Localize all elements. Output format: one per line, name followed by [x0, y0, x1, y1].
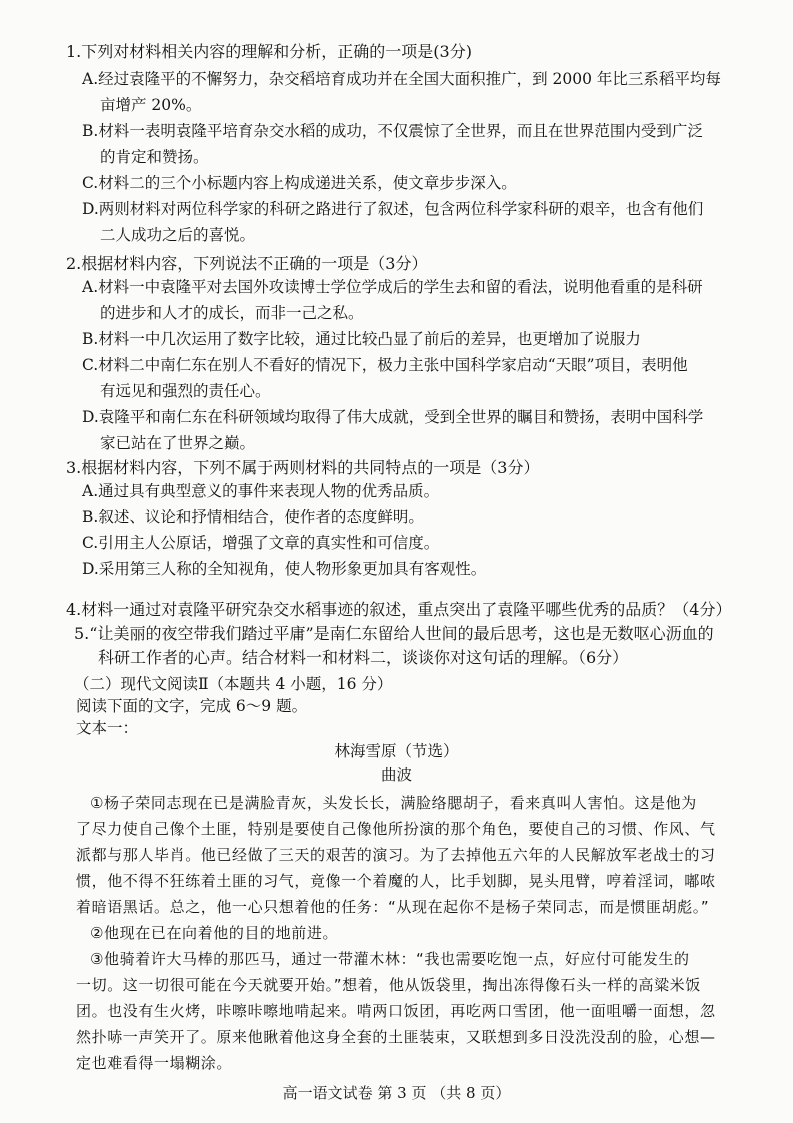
question-3-stem: 3.根据材料内容，下列不属于两则材料的共同特点的一项是（3分）	[66, 458, 540, 477]
option-line: 有远见和强烈的责任心。	[100, 382, 271, 400]
option-c	[82, 530, 752, 556]
option-d	[82, 556, 752, 582]
option-line: D.采用第三人称的全知视角，使人物形象更加具有客观性。	[82, 560, 487, 578]
option-line: A.材料一中袁隆平对去国外攻读博士学位学成后的学生去和留的看法，说明他看重的是科研	[82, 278, 703, 296]
option-line: 亩增产 20%。	[100, 96, 202, 114]
paragraph-line: 定也难看得一塌糊涂。	[76, 1054, 233, 1072]
question-3-options	[82, 478, 752, 582]
option-a	[82, 478, 752, 504]
option-line: B.材料一表明袁隆平培育杂交水稻的成功，不仅震惊了全世界，而且在世界范围内受到广泛	[82, 122, 703, 140]
paragraph-3	[76, 946, 736, 1076]
option-line: A.经过袁隆平的不懈努力，杂交稻培育成功并在全国大面积推广，到 2000 年比三系稻平均每	[82, 70, 721, 88]
option-b	[82, 118, 752, 170]
paragraph-line: ③他骑着许大马棒的那匹马，通过一带灌木林：“我也需要吃饱一点，好应付可能发生的	[90, 950, 690, 968]
option-a	[82, 66, 752, 118]
option-b	[82, 326, 752, 352]
option-d	[82, 196, 752, 248]
option-line: D.两则材料对两位科学家的科研之路进行了叙述，包含两位科学家科研的艰辛，也含有他们	[82, 200, 704, 218]
passage-author: 曲波	[380, 766, 412, 784]
paragraph-line: 了尽力使自己像个土匪，特别是要使自己像他所扮演的那个角色，要使自己的习惯、作风、气	[76, 820, 716, 838]
question-1-stem: 1.下列对材料相关内容的理解和分析，正确的一项是(3分)	[66, 42, 472, 61]
question-5-stem-cont: 科研工作者的心声。结合材料一和材料二，谈谈你对这句话的理解。（6分）	[98, 648, 629, 667]
question-2-stem: 2.根据材料内容，下列说法不正确的一项是（3分）	[66, 254, 428, 273]
option-c	[82, 170, 752, 196]
page-footer: 高一语文试卷 第 3 页 （共 8 页）	[282, 1084, 511, 1102]
option-line: B.叙述、议论和抒情相结合，使作者的态度鲜明。	[82, 508, 424, 526]
option-line: B.材料一中几次运用了数字比较，通过比较凸显了前后的差异，也更增加了说服力	[82, 330, 641, 348]
option-line: C.材料二中南仁东在别人不看好的情况下，极力主张中国科学家启动“天眼”项目，表明他	[82, 356, 688, 374]
paragraph-line: 派都与那人毕肖。他已经做了三天的艰苦的演习。为了去掉他五六年的人民解放军老战士的习	[76, 846, 716, 864]
option-line: 的肯定和赞扬。	[100, 148, 209, 166]
option-line: A.通过具有典型意义的事件来表现人物的优秀品质。	[82, 482, 440, 500]
option-a	[82, 274, 752, 326]
paragraph-line: ①杨子荣同志现在已是满脸青灰，头发长长，满脸络腮胡子，看来真叫人害怕。这是他为	[90, 794, 697, 812]
section-instruction: 阅读下面的文字，完成 6～9 题。	[76, 697, 308, 715]
passage-body	[76, 790, 736, 1076]
question-1-options	[82, 66, 752, 248]
paragraph-line: ②他现在已在向着他的目的地前进。	[90, 924, 339, 942]
question-4-stem: 4.材料一通过对袁隆平研究杂交水稻事迹的叙述，重点突出了袁隆平哪些优秀的品质？（4分）	[66, 600, 732, 619]
paragraph-line: 着暗语黑话。总之，他一心只想着他的任务：“从现在起你不是杨子荣同志，而是惯匪胡彪。”	[76, 898, 710, 916]
question-2-options	[82, 274, 752, 456]
paragraph-1	[76, 790, 736, 920]
paragraph-line: 一切。这一切很可能在今天就要开始。”想着，他从饭袋里，掏出冻得像石头一样的高粱米饭	[76, 976, 701, 994]
paragraph-2	[76, 920, 736, 946]
option-line: 二人成功之后的喜悦。	[100, 226, 256, 244]
option-line: 的进步和人才的成长，而非一己之私。	[100, 304, 364, 322]
option-d	[82, 404, 752, 456]
option-line: D.袁隆平和南仁东在科研领域均取得了伟大成就，受到全世界的瞩目和赞扬，表明中国科学	[82, 408, 704, 426]
option-b	[82, 504, 752, 530]
option-line: C.材料二的三个小标题内容上构成递进关系，使文章步步深入。	[82, 174, 517, 192]
paragraph-line: 团。也没有生火烤，咔嚓咔嚓地啃起来。啃两口饭团，再吃两口雪团，他一面咀嚼一面想，忽	[76, 1002, 716, 1020]
option-c	[82, 352, 752, 404]
option-line: C.引用主人公原话，增强了文章的真实性和可信度。	[82, 534, 440, 552]
text-label: 文本一：	[76, 719, 139, 737]
paragraph-line: 惯，他不得不狂练着土匪的习气，竟像一个着魔的人，比手划脚，晃头甩臂，哼着淫词，嘟哝	[76, 872, 716, 890]
section-heading: （二）现代文阅读Ⅱ（本题共 4 小题，16 分）	[74, 675, 393, 693]
passage-title: 林海雪原（节选）	[334, 742, 459, 760]
paragraph-line: 然扑哧一声笑开了。原来他瞅着他这身全套的土匪装束，又联想到多日没洗没刮的脸，心想—	[76, 1028, 716, 1046]
question-5-stem: 5.“让美丽的夜空带我们踏过平庸”是南仁东留给人世间的最后思考，这也是无数呕心沥血的	[74, 624, 714, 643]
option-line: 家已站在了世界之巅。	[100, 434, 256, 452]
